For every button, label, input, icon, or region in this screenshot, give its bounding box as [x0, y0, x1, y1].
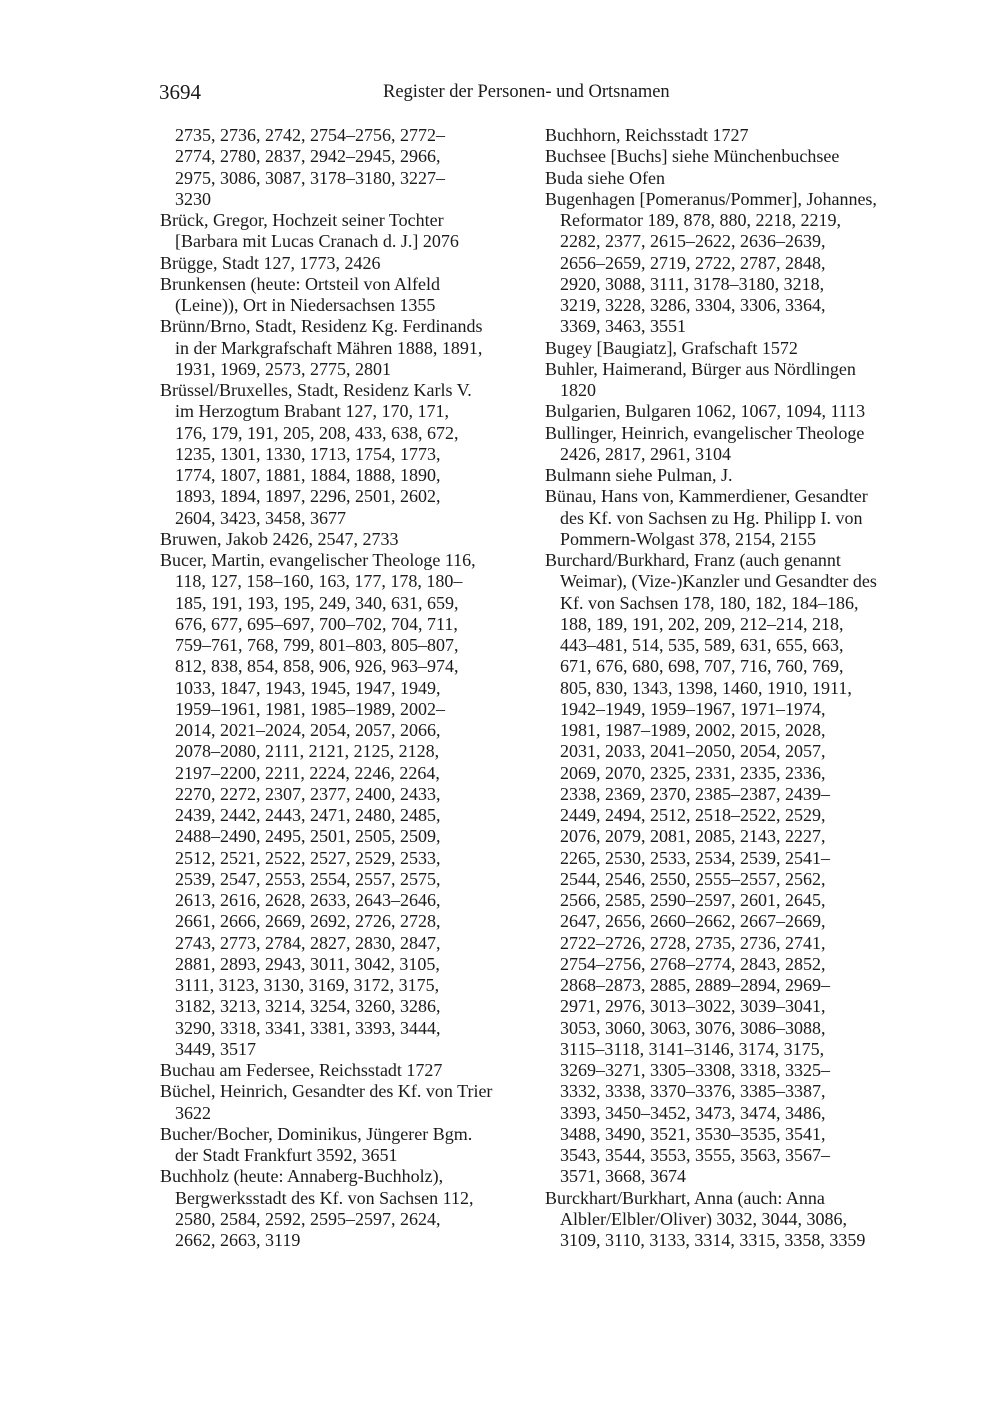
index-entry: [160, 550, 540, 1060]
entry-continuation-line: 2975, 3086, 3087, 3178–3180, 3227–: [175, 167, 445, 188]
entry-continuation-line: 671, 676, 680, 698, 707, 716, 760, 769,: [560, 656, 844, 677]
entry-continuation-line: in der Markgrafschaft Mähren 1888, 1891,: [175, 337, 483, 358]
entry-heading-line: Buchholz (heute: Annaberg-Buchholz),: [160, 1166, 444, 1187]
entry-continuation-line: 3109, 3110, 3133, 3314, 3315, 3358, 3359: [560, 1230, 866, 1250]
index-entry-continuation: [160, 125, 540, 210]
index-entry: [160, 1081, 540, 1124]
entry-continuation-line: 2265, 2530, 2533, 2534, 2539, 2541–: [560, 847, 830, 868]
entry-continuation-line: 2426, 2817, 2961, 3104: [560, 443, 731, 464]
entry-continuation-line: 2774, 2780, 2837, 2942–2945, 2966,: [175, 146, 441, 167]
entry-continuation-line: 2971, 2976, 3013–3022, 3039–3041,: [560, 996, 826, 1017]
entry-continuation-line: [Barbara mit Lucas Cranach d. J.] 2076: [175, 231, 459, 252]
entry-continuation-line: 2662, 2663, 3119: [175, 1230, 301, 1250]
entry-continuation-line: 2270, 2272, 2307, 2377, 2400, 2433,: [175, 783, 441, 804]
entry-continuation-line: 2282, 2377, 2615–2622, 2636–2639,: [560, 231, 826, 252]
entry-continuation-line: 3290, 3318, 3341, 3381, 3393, 3444,: [175, 1017, 441, 1038]
entry-heading-line: Bulgarien, Bulgaren 1062, 1067, 1094, 1113: [545, 401, 866, 422]
index-entry: [545, 423, 925, 466]
entry-heading-line: Brück, Gregor, Hochzeit seiner Tochter: [160, 210, 444, 230]
index-entry: [160, 253, 540, 274]
entry-heading-line: Buchsee [Buchs] siehe Münchenbuchsee: [545, 146, 840, 167]
entry-continuation-line: 176, 179, 191, 205, 208, 433, 638, 672,: [175, 422, 459, 443]
index-entry: [545, 338, 925, 359]
entry-continuation-line: 2722–2726, 2728, 2735, 2736, 2741,: [560, 932, 826, 953]
entry-continuation-line: 759–761, 768, 799, 801–803, 805–807,: [175, 635, 459, 655]
entry-heading-line: Bullinger, Heinrich, evangelischer Theologe: [545, 422, 865, 443]
entry-continuation-line: 2580, 2584, 2592, 2595–2597, 2624,: [175, 1208, 441, 1229]
entry-continuation-line: 2566, 2585, 2590–2597, 2601, 2645,: [560, 890, 826, 910]
entry-continuation-line: 1959–1961, 1981, 1985–1989, 2002–: [175, 698, 445, 719]
entry-continuation-line: 3230: [175, 188, 211, 209]
entry-heading-line: Bulmann siehe Pulman, J.: [545, 465, 733, 485]
entry-heading-line: Burckhart/Burkhart, Anna (auch: Anna: [545, 1187, 825, 1208]
entry-continuation-line: 3332, 3338, 3370–3376, 3385–3387,: [560, 1081, 826, 1102]
entry-continuation-line: 3182, 3213, 3214, 3254, 3260, 3286,: [175, 996, 441, 1017]
entry-continuation-line: Reformator 189, 878, 880, 2218, 2219,: [560, 210, 841, 230]
entry-heading-line: Bucer, Martin, evangelischer Theologe 116,: [160, 550, 476, 570]
entry-continuation-line: 676, 677, 695–697, 700–702, 704, 711,: [175, 613, 458, 634]
index-entry: [160, 316, 540, 380]
entry-continuation-line: 2449, 2494, 2512, 2518–2522, 2529,: [560, 805, 826, 825]
entry-continuation-line: 1931, 1969, 2573, 2775, 2801: [175, 358, 391, 379]
entry-continuation-line: 1942–1949, 1959–1967, 1971–1974,: [560, 698, 826, 719]
entry-continuation-line: 188, 189, 191, 202, 209, 212–214, 218,: [560, 613, 844, 634]
entry-continuation-line: 2512, 2521, 2522, 2527, 2529, 2533,: [175, 847, 441, 868]
entry-heading-line: Brügge, Stadt 127, 1773, 2426: [160, 252, 381, 273]
entry-continuation-line: 1981, 1987–1989, 2002, 2015, 2028,: [560, 720, 826, 740]
entry-continuation-line: 2544, 2546, 2550, 2555–2557, 2562,: [560, 868, 826, 889]
running-title: Register der Personen- und Ortsnamen: [383, 82, 670, 102]
entry-continuation-line: 3115–3118, 3141–3146, 3174, 3175,: [560, 1038, 825, 1059]
entry-heading-line: Burchard/Burkhard, Franz (auch genannt: [545, 550, 841, 570]
entry-continuation-line: 2439, 2442, 2443, 2471, 2480, 2485,: [175, 805, 441, 825]
index-entry: [545, 359, 925, 402]
entry-continuation-line: 1235, 1301, 1330, 1713, 1754, 1773,: [175, 443, 441, 464]
entry-continuation-line: 2881, 2893, 2943, 3011, 3042, 3105,: [175, 953, 440, 974]
entry-continuation-line: 185, 191, 193, 195, 249, 340, 631, 659,: [175, 592, 459, 613]
index-entry: [545, 550, 925, 1188]
entry-continuation-line: 3111, 3123, 3130, 3169, 3172, 3175,: [175, 975, 440, 995]
entry-heading-line: Brüssel/Bruxelles, Stadt, Residenz Karls V.: [160, 380, 472, 400]
entry-continuation-line: Bergwerksstadt des Kf. von Sachsen 112,: [175, 1187, 474, 1208]
entry-continuation-line: 2076, 2079, 2081, 2085, 2143, 2227,: [560, 826, 826, 847]
entry-continuation-line: 2014, 2021–2024, 2054, 2057, 2066,: [175, 720, 441, 740]
entry-continuation-line: 2078–2080, 2111, 2121, 2125, 2128,: [175, 741, 440, 762]
entry-heading-line: Brünn/Brno, Stadt, Residenz Kg. Ferdinands: [160, 316, 483, 337]
entry-heading-line: Bugey [Baugiatz], Grafschaft 1572: [545, 337, 798, 358]
index-entry: [160, 1124, 540, 1167]
entry-continuation-line: 805, 830, 1343, 1398, 1460, 1910, 1911,: [560, 677, 852, 698]
index-entry: [160, 274, 540, 317]
entry-continuation-line: 1820: [560, 380, 596, 400]
index-column-right: [545, 125, 925, 1251]
entry-heading-line: Bugenhagen [Pomeranus/Pommer], Johannes,: [545, 188, 877, 209]
entry-continuation-line: im Herzogtum Brabant 127, 170, 171,: [175, 401, 449, 422]
entry-heading-line: Bruwen, Jakob 2426, 2547, 2733: [160, 528, 399, 549]
entry-continuation-line: 2604, 3423, 3458, 3677: [175, 507, 346, 528]
entry-continuation-line: 3219, 3228, 3286, 3304, 3306, 3364,: [560, 295, 826, 315]
entry-continuation-line: der Stadt Frankfurt 3592, 3651: [175, 1145, 398, 1165]
entry-continuation-line: 812, 838, 854, 858, 906, 926, 963–974,: [175, 656, 459, 677]
entry-continuation-line: 1774, 1807, 1881, 1884, 1888, 1890,: [175, 465, 441, 485]
entry-heading-line: Buhler, Haimerand, Bürger aus Nördlingen: [545, 358, 856, 379]
index-entry: [545, 168, 925, 189]
entry-continuation-line: 2661, 2666, 2669, 2692, 2726, 2728,: [175, 911, 441, 932]
entry-continuation-line: 3053, 3060, 3063, 3076, 3086–3088,: [560, 1017, 826, 1038]
index-entry: [160, 1166, 540, 1251]
entry-continuation-line: (Leine)), Ort in Niedersachsen 1355: [175, 295, 436, 315]
entry-continuation-line: 2868–2873, 2885, 2889–2894, 2969–: [560, 975, 830, 995]
entry-continuation-line: 2197–2200, 2211, 2224, 2246, 2264,: [175, 762, 440, 783]
entry-continuation-line: Kf. von Sachsen 178, 180, 182, 184–186,: [560, 592, 859, 613]
entry-continuation-line: 2656–2659, 2719, 2722, 2787, 2848,: [560, 252, 826, 273]
entry-continuation-line: 2069, 2070, 2325, 2331, 2335, 2336,: [560, 762, 826, 783]
entry-continuation-line: 1893, 1894, 1897, 2296, 2501, 2602,: [175, 486, 441, 507]
page-number: 3694: [159, 80, 201, 104]
index-entry: [545, 125, 925, 146]
entry-continuation-line: 118, 127, 158–160, 163, 177, 178, 180–: [175, 571, 463, 592]
entry-continuation-line: 2735, 2736, 2742, 2754–2756, 2772–: [175, 125, 445, 145]
index-entry: [545, 146, 925, 167]
entry-continuation-line: 2613, 2616, 2628, 2633, 2643–2646,: [175, 890, 441, 910]
index-entry: [545, 401, 925, 422]
entry-continuation-line: 2488–2490, 2495, 2501, 2505, 2509,: [175, 826, 441, 847]
entry-continuation-line: 3571, 3668, 3674: [560, 1166, 686, 1187]
index-column-left: [160, 125, 540, 1251]
entry-continuation-line: 2031, 2033, 2041–2050, 2054, 2057,: [560, 741, 826, 762]
entry-heading-line: Buda siehe Ofen: [545, 167, 665, 188]
entry-continuation-line: des Kf. von Sachsen zu Hg. Philipp I. von: [560, 507, 863, 528]
entry-heading-line: Büchel, Heinrich, Gesandter des Kf. von Trier: [160, 1081, 493, 1102]
entry-continuation-line: 2743, 2773, 2784, 2827, 2830, 2847,: [175, 932, 441, 953]
index-entry: [160, 380, 540, 529]
index-entry: [545, 1188, 925, 1252]
index-entry: [160, 1060, 540, 1081]
entry-continuation-line: 3369, 3463, 3551: [560, 316, 686, 337]
index-entry: [160, 529, 540, 550]
entry-continuation-line: Pommern-Wolgast 378, 2154, 2155: [560, 528, 817, 549]
index-entry: [545, 465, 925, 486]
entry-continuation-line: 443–481, 514, 535, 589, 631, 655, 663,: [560, 635, 844, 655]
index-entry: [545, 189, 925, 338]
entry-heading-line: Bünau, Hans von, Kammerdiener, Gesandter: [545, 486, 868, 507]
entry-continuation-line: 1033, 1847, 1943, 1945, 1947, 1949,: [175, 677, 441, 698]
entry-continuation-line: 3393, 3450–3452, 3473, 3474, 3486,: [560, 1102, 826, 1123]
entry-heading-line: Bucher/Bocher, Dominikus, Jüngerer Bgm.: [160, 1123, 473, 1144]
entry-continuation-line: Albler/Elbler/Oliver) 3032, 3044, 3086,: [560, 1208, 847, 1229]
entry-continuation-line: Weimar), (Vize-)Kanzler und Gesandter des: [560, 571, 877, 592]
entry-continuation-line: 2647, 2656, 2660–2662, 2667–2669,: [560, 911, 826, 932]
entry-continuation-line: 3449, 3517: [175, 1038, 256, 1059]
index-entry: [160, 210, 540, 253]
entry-continuation-line: 3543, 3544, 3553, 3555, 3563, 3567–: [560, 1145, 830, 1165]
entry-continuation-line: 3488, 3490, 3521, 3530–3535, 3541,: [560, 1123, 826, 1144]
entry-continuation-line: 2754–2756, 2768–2774, 2843, 2852,: [560, 953, 826, 974]
entry-continuation-line: 2338, 2369, 2370, 2385–2387, 2439–: [560, 783, 830, 804]
entry-continuation-line: 2920, 3088, 3111, 3178–3180, 3218,: [560, 273, 825, 294]
entry-continuation-line: 3269–3271, 3305–3308, 3318, 3325–: [560, 1060, 830, 1080]
entry-heading-line: Buchau am Federsee, Reichsstadt 1727: [160, 1060, 443, 1080]
index-entry: [545, 486, 925, 550]
entry-heading-line: Buchhorn, Reichsstadt 1727: [545, 125, 749, 145]
entry-continuation-line: 2539, 2547, 2553, 2554, 2557, 2575,: [175, 868, 441, 889]
entry-heading-line: Brunkensen (heute: Ortsteil von Alfeld: [160, 273, 440, 294]
entry-continuation-line: 3622: [175, 1102, 211, 1123]
